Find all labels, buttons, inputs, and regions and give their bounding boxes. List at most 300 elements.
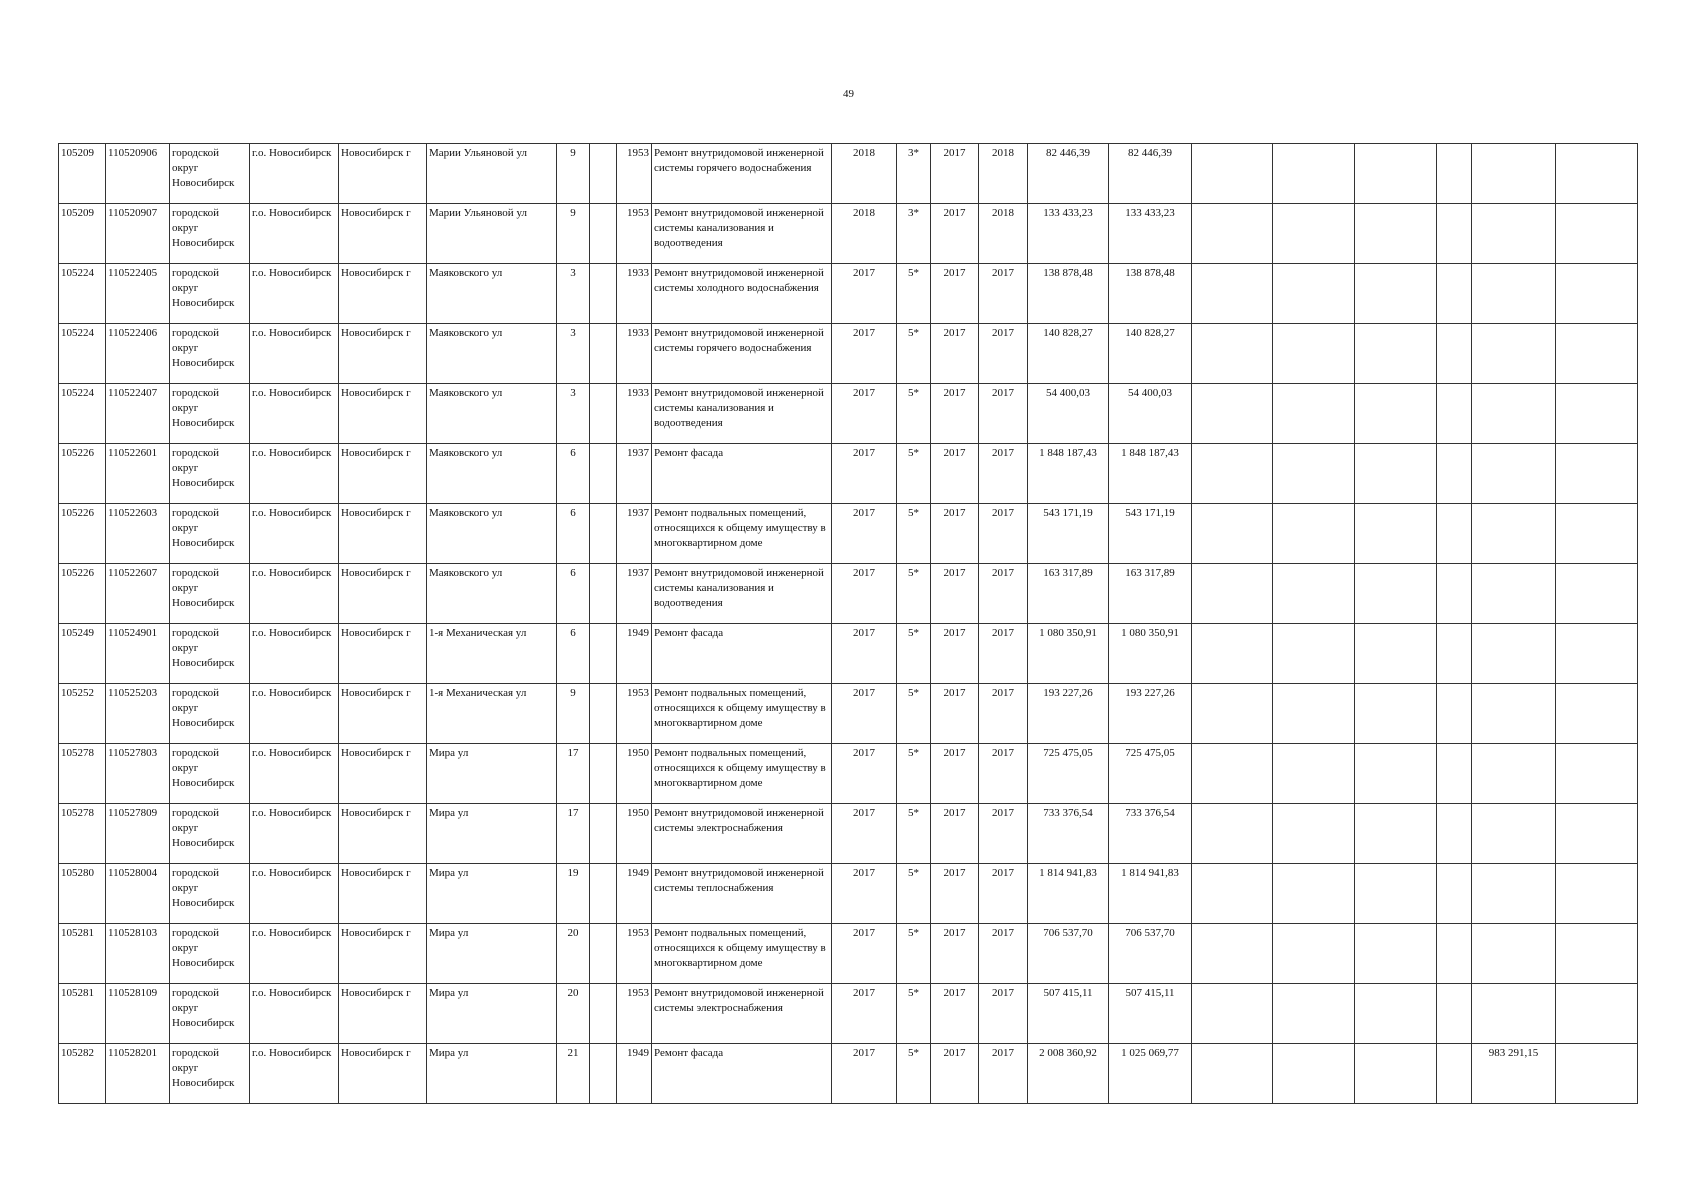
extra-col-1-cell — [1192, 624, 1273, 684]
extra-col-2-cell — [1273, 204, 1355, 264]
fund-cost-cell: 1 814 941,83 — [1109, 864, 1192, 924]
total-cost-cell: 1 814 941,83 — [1028, 864, 1109, 924]
end-year-cell: 2018 — [979, 144, 1028, 204]
extra-col-1-cell — [1192, 564, 1273, 624]
fund-cost-cell: 706 537,70 — [1109, 924, 1192, 984]
extra-col-3-cell — [1355, 924, 1437, 984]
municipal-entity-cell: г.о. Новосибирск — [250, 984, 339, 1044]
extra-col-4-cell — [1437, 444, 1472, 504]
other-funding-cell — [1472, 324, 1556, 384]
building-letter-cell — [590, 504, 617, 564]
building-code-cell: 105281 — [59, 984, 106, 1044]
construction-year-cell: 1949 — [617, 1044, 652, 1104]
construction-year-cell: 1937 — [617, 504, 652, 564]
work-code-cell: 110528201 — [106, 1044, 170, 1104]
extra-col-5-cell — [1556, 924, 1638, 984]
construction-year-cell: 1949 — [617, 624, 652, 684]
fund-cost-cell: 1 848 187,43 — [1109, 444, 1192, 504]
extra-col-3-cell — [1355, 204, 1437, 264]
municipality-cell: городской округ Новосибирск — [170, 204, 250, 264]
settlement-cell: Новосибирск г — [339, 504, 427, 564]
house-number-cell: 6 — [557, 564, 590, 624]
other-funding-cell — [1472, 744, 1556, 804]
extra-col-5-cell — [1556, 744, 1638, 804]
street-cell: Мира ул — [427, 864, 557, 924]
house-number-cell: 17 — [557, 804, 590, 864]
house-number-cell: 3 — [557, 324, 590, 384]
table-row — [59, 804, 1638, 864]
building-letter-cell — [590, 744, 617, 804]
total-cost-cell: 1 080 350,91 — [1028, 624, 1109, 684]
start-year-cell: 2017 — [931, 144, 979, 204]
settlement-cell: Новосибирск г — [339, 744, 427, 804]
start-year-cell: 2017 — [931, 804, 979, 864]
end-year-cell: 2017 — [979, 444, 1028, 504]
extra-col-1-cell — [1192, 984, 1273, 1044]
construction-year-cell: 1953 — [617, 984, 652, 1044]
work-type-cell: Ремонт подвальных помещений, относящихся к общему имуществу в многоквартирном доме — [652, 684, 832, 744]
extra-col-3-cell — [1355, 744, 1437, 804]
table-row — [59, 144, 1638, 204]
settlement-cell: Новосибирск г — [339, 924, 427, 984]
start-year-cell: 2017 — [931, 264, 979, 324]
work-type-cell: Ремонт подвальных помещений, относящихся к общему имуществу в многоквартирном доме — [652, 924, 832, 984]
extra-col-5-cell — [1556, 504, 1638, 564]
street-cell: 1-я Механическая ул — [427, 624, 557, 684]
extra-col-5-cell — [1556, 264, 1638, 324]
work-code-cell: 110522407 — [106, 384, 170, 444]
extra-col-1-cell — [1192, 324, 1273, 384]
extra-col-1-cell — [1192, 924, 1273, 984]
extra-col-2-cell — [1273, 924, 1355, 984]
planned-year-cell: 2017 — [832, 564, 897, 624]
work-type-cell: Ремонт фасада — [652, 624, 832, 684]
extra-col-1-cell — [1192, 204, 1273, 264]
table-row — [59, 324, 1638, 384]
start-year-cell: 2017 — [931, 504, 979, 564]
work-type-cell: Ремонт внутридомовой инженерной системы канализования и водоотведения — [652, 564, 832, 624]
fund-cost-cell: 163 317,89 — [1109, 564, 1192, 624]
work-type-cell: Ремонт фасада — [652, 444, 832, 504]
extra-col-5-cell — [1556, 324, 1638, 384]
priority-cell: 5* — [897, 984, 931, 1044]
priority-cell: 5* — [897, 804, 931, 864]
municipal-entity-cell: г.о. Новосибирск — [250, 264, 339, 324]
table-row — [59, 864, 1638, 924]
total-cost-cell: 193 227,26 — [1028, 684, 1109, 744]
extra-col-1-cell — [1192, 384, 1273, 444]
street-cell: Маяковского ул — [427, 564, 557, 624]
municipal-entity-cell: г.о. Новосибирск — [250, 744, 339, 804]
total-cost-cell: 2 008 360,92 — [1028, 1044, 1109, 1104]
extra-col-3-cell — [1355, 504, 1437, 564]
street-cell: Маяковского ул — [427, 504, 557, 564]
street-cell: Маяковского ул — [427, 324, 557, 384]
start-year-cell: 2017 — [931, 444, 979, 504]
end-year-cell: 2017 — [979, 744, 1028, 804]
settlement-cell: Новосибирск г — [339, 384, 427, 444]
extra-col-1-cell — [1192, 444, 1273, 504]
extra-col-3-cell — [1355, 384, 1437, 444]
end-year-cell: 2017 — [979, 1044, 1028, 1104]
work-code-cell: 110527803 — [106, 744, 170, 804]
priority-cell: 5* — [897, 324, 931, 384]
extra-col-4-cell — [1437, 804, 1472, 864]
extra-col-4-cell — [1437, 204, 1472, 264]
priority-cell: 5* — [897, 684, 931, 744]
municipal-entity-cell: г.о. Новосибирск — [250, 324, 339, 384]
house-number-cell: 21 — [557, 1044, 590, 1104]
total-cost-cell: 82 446,39 — [1028, 144, 1109, 204]
fund-cost-cell: 543 171,19 — [1109, 504, 1192, 564]
extra-col-2-cell — [1273, 564, 1355, 624]
extra-col-5-cell — [1556, 384, 1638, 444]
extra-col-4-cell — [1437, 624, 1472, 684]
building-letter-cell — [590, 924, 617, 984]
total-cost-cell: 1 848 187,43 — [1028, 444, 1109, 504]
fund-cost-cell: 1 080 350,91 — [1109, 624, 1192, 684]
priority-cell: 5* — [897, 264, 931, 324]
start-year-cell: 2017 — [931, 384, 979, 444]
construction-year-cell: 1933 — [617, 384, 652, 444]
other-funding-cell — [1472, 804, 1556, 864]
extra-col-3-cell — [1355, 1044, 1437, 1104]
municipal-entity-cell: г.о. Новосибирск — [250, 564, 339, 624]
planned-year-cell: 2017 — [832, 924, 897, 984]
total-cost-cell: 706 537,70 — [1028, 924, 1109, 984]
priority-cell: 5* — [897, 744, 931, 804]
extra-col-5-cell — [1556, 624, 1638, 684]
house-number-cell: 6 — [557, 624, 590, 684]
work-code-cell: 110522601 — [106, 444, 170, 504]
municipal-entity-cell: г.о. Новосибирск — [250, 204, 339, 264]
municipality-cell: городской округ Новосибирск — [170, 564, 250, 624]
work-type-cell: Ремонт внутридомовой инженерной системы горячего водоснабжения — [652, 324, 832, 384]
street-cell: Мира ул — [427, 744, 557, 804]
extra-col-5-cell — [1556, 1044, 1638, 1104]
planned-year-cell: 2017 — [832, 864, 897, 924]
other-funding-cell — [1472, 564, 1556, 624]
table-row — [59, 744, 1638, 804]
municipality-cell: городской округ Новосибирск — [170, 504, 250, 564]
extra-col-4-cell — [1437, 384, 1472, 444]
planned-year-cell: 2018 — [832, 204, 897, 264]
building-code-cell: 105252 — [59, 684, 106, 744]
fund-cost-cell: 82 446,39 — [1109, 144, 1192, 204]
extra-col-3-cell — [1355, 444, 1437, 504]
end-year-cell: 2017 — [979, 264, 1028, 324]
municipality-cell: городской округ Новосибирск — [170, 144, 250, 204]
construction-year-cell: 1933 — [617, 264, 652, 324]
table-row — [59, 1044, 1638, 1104]
municipality-cell: городской округ Новосибирск — [170, 744, 250, 804]
capital-repair-table — [58, 143, 1638, 1104]
extra-col-4-cell — [1437, 684, 1472, 744]
municipality-cell: городской округ Новосибирск — [170, 264, 250, 324]
extra-col-5-cell — [1556, 144, 1638, 204]
construction-year-cell: 1937 — [617, 564, 652, 624]
work-code-cell: 110528004 — [106, 864, 170, 924]
extra-col-1-cell — [1192, 264, 1273, 324]
other-funding-cell — [1472, 684, 1556, 744]
start-year-cell: 2017 — [931, 564, 979, 624]
end-year-cell: 2017 — [979, 384, 1028, 444]
municipal-entity-cell: г.о. Новосибирск — [250, 504, 339, 564]
fund-cost-cell: 133 433,23 — [1109, 204, 1192, 264]
work-code-cell: 110522607 — [106, 564, 170, 624]
municipality-cell: городской округ Новосибирск — [170, 864, 250, 924]
work-type-cell: Ремонт внутридомовой инженерной системы электроснабжения — [652, 984, 832, 1044]
building-code-cell: 105226 — [59, 564, 106, 624]
fund-cost-cell: 725 475,05 — [1109, 744, 1192, 804]
priority-cell: 5* — [897, 444, 931, 504]
building-code-cell: 105226 — [59, 504, 106, 564]
planned-year-cell: 2017 — [832, 324, 897, 384]
building-letter-cell — [590, 624, 617, 684]
construction-year-cell: 1937 — [617, 444, 652, 504]
extra-col-5-cell — [1556, 444, 1638, 504]
end-year-cell: 2018 — [979, 204, 1028, 264]
extra-col-5-cell — [1556, 204, 1638, 264]
other-funding-cell — [1472, 924, 1556, 984]
extra-col-4-cell — [1437, 864, 1472, 924]
extra-col-5-cell — [1556, 864, 1638, 924]
work-type-cell: Ремонт внутридомовой инженерной системы теплоснабжения — [652, 864, 832, 924]
start-year-cell: 2017 — [931, 924, 979, 984]
building-code-cell: 105278 — [59, 744, 106, 804]
street-cell: Мира ул — [427, 924, 557, 984]
building-code-cell: 105282 — [59, 1044, 106, 1104]
other-funding-cell — [1472, 984, 1556, 1044]
work-code-cell: 110525203 — [106, 684, 170, 744]
municipality-cell: городской округ Новосибирск — [170, 804, 250, 864]
total-cost-cell: 133 433,23 — [1028, 204, 1109, 264]
building-code-cell: 105280 — [59, 864, 106, 924]
fund-cost-cell: 733 376,54 — [1109, 804, 1192, 864]
work-type-cell: Ремонт внутридомовой инженерной системы электроснабжения — [652, 804, 832, 864]
planned-year-cell: 2017 — [832, 504, 897, 564]
extra-col-5-cell — [1556, 804, 1638, 864]
priority-cell: 5* — [897, 564, 931, 624]
building-code-cell: 105209 — [59, 204, 106, 264]
other-funding-cell — [1472, 144, 1556, 204]
settlement-cell: Новосибирск г — [339, 864, 427, 924]
planned-year-cell: 2017 — [832, 624, 897, 684]
other-funding-cell — [1472, 204, 1556, 264]
work-type-cell: Ремонт подвальных помещений, относящихся к общему имуществу в многоквартирном доме — [652, 744, 832, 804]
extra-col-4-cell — [1437, 504, 1472, 564]
house-number-cell: 9 — [557, 684, 590, 744]
municipality-cell: городской округ Новосибирск — [170, 924, 250, 984]
municipality-cell: городской округ Новосибирск — [170, 684, 250, 744]
end-year-cell: 2017 — [979, 324, 1028, 384]
start-year-cell: 2017 — [931, 324, 979, 384]
municipal-entity-cell: г.о. Новосибирск — [250, 1044, 339, 1104]
extra-col-2-cell — [1273, 744, 1355, 804]
extra-col-5-cell — [1556, 684, 1638, 744]
construction-year-cell: 1953 — [617, 924, 652, 984]
building-code-cell: 105209 — [59, 144, 106, 204]
municipal-entity-cell: г.о. Новосибирск — [250, 684, 339, 744]
building-letter-cell — [590, 324, 617, 384]
extra-col-4-cell — [1437, 324, 1472, 384]
start-year-cell: 2017 — [931, 684, 979, 744]
street-cell: Маяковского ул — [427, 384, 557, 444]
start-year-cell: 2017 — [931, 744, 979, 804]
extra-col-3-cell — [1355, 984, 1437, 1044]
settlement-cell: Новосибирск г — [339, 324, 427, 384]
total-cost-cell: 138 878,48 — [1028, 264, 1109, 324]
extra-col-1-cell — [1192, 804, 1273, 864]
extra-col-3-cell — [1355, 804, 1437, 864]
municipality-cell: городской округ Новосибирск — [170, 624, 250, 684]
house-number-cell: 6 — [557, 504, 590, 564]
end-year-cell: 2017 — [979, 504, 1028, 564]
fund-cost-cell: 507 415,11 — [1109, 984, 1192, 1044]
work-code-cell: 110522406 — [106, 324, 170, 384]
end-year-cell: 2017 — [979, 864, 1028, 924]
total-cost-cell: 725 475,05 — [1028, 744, 1109, 804]
table-row — [59, 924, 1638, 984]
other-funding-cell — [1472, 444, 1556, 504]
construction-year-cell: 1953 — [617, 684, 652, 744]
municipal-entity-cell: г.о. Новосибирск — [250, 384, 339, 444]
extra-col-2-cell — [1273, 504, 1355, 564]
street-cell: Мира ул — [427, 984, 557, 1044]
fund-cost-cell: 1 025 069,77 — [1109, 1044, 1192, 1104]
extra-col-5-cell — [1556, 564, 1638, 624]
extra-col-1-cell — [1192, 144, 1273, 204]
table-row — [59, 264, 1638, 324]
extra-col-4-cell — [1437, 144, 1472, 204]
planned-year-cell: 2018 — [832, 144, 897, 204]
extra-col-2-cell — [1273, 264, 1355, 324]
building-letter-cell — [590, 204, 617, 264]
fund-cost-cell: 54 400,03 — [1109, 384, 1192, 444]
work-type-cell: Ремонт внутридомовой инженерной системы горячего водоснабжения — [652, 144, 832, 204]
extra-col-2-cell — [1273, 324, 1355, 384]
planned-year-cell: 2017 — [832, 684, 897, 744]
extra-col-2-cell — [1273, 444, 1355, 504]
end-year-cell: 2017 — [979, 804, 1028, 864]
extra-col-2-cell — [1273, 144, 1355, 204]
municipal-entity-cell: г.о. Новосибирск — [250, 804, 339, 864]
extra-col-4-cell — [1437, 984, 1472, 1044]
building-code-cell: 105224 — [59, 384, 106, 444]
planned-year-cell: 2017 — [832, 384, 897, 444]
municipality-cell: городской округ Новосибирск — [170, 384, 250, 444]
street-cell: Мира ул — [427, 804, 557, 864]
work-type-cell: Ремонт подвальных помещений, относящихся к общему имуществу в многоквартирном доме — [652, 504, 832, 564]
total-cost-cell: 163 317,89 — [1028, 564, 1109, 624]
extra-col-1-cell — [1192, 864, 1273, 924]
extra-col-4-cell — [1437, 924, 1472, 984]
extra-col-4-cell — [1437, 744, 1472, 804]
street-cell: 1-я Механическая ул — [427, 684, 557, 744]
start-year-cell: 2017 — [931, 204, 979, 264]
extra-col-4-cell — [1437, 1044, 1472, 1104]
municipal-entity-cell: г.о. Новосибирск — [250, 444, 339, 504]
settlement-cell: Новосибирск г — [339, 204, 427, 264]
table-row — [59, 444, 1638, 504]
table-row — [59, 624, 1638, 684]
priority-cell: 3* — [897, 204, 931, 264]
settlement-cell: Новосибирск г — [339, 264, 427, 324]
table-row — [59, 684, 1638, 744]
settlement-cell: Новосибирск г — [339, 804, 427, 864]
work-code-cell: 110524901 — [106, 624, 170, 684]
settlement-cell: Новосибирск г — [339, 144, 427, 204]
extra-col-1-cell — [1192, 744, 1273, 804]
work-code-cell: 110522405 — [106, 264, 170, 324]
other-funding-cell — [1472, 864, 1556, 924]
construction-year-cell: 1953 — [617, 204, 652, 264]
priority-cell: 5* — [897, 1044, 931, 1104]
extra-col-3-cell — [1355, 864, 1437, 924]
construction-year-cell: 1950 — [617, 804, 652, 864]
fund-cost-cell: 193 227,26 — [1109, 684, 1192, 744]
settlement-cell: Новосибирск г — [339, 564, 427, 624]
fund-cost-cell: 140 828,27 — [1109, 324, 1192, 384]
work-code-cell: 110527809 — [106, 804, 170, 864]
settlement-cell: Новосибирск г — [339, 684, 427, 744]
building-code-cell: 105226 — [59, 444, 106, 504]
work-type-cell: Ремонт внутридомовой инженерной системы канализования и водоотведения — [652, 204, 832, 264]
priority-cell: 5* — [897, 504, 931, 564]
extra-col-3-cell — [1355, 564, 1437, 624]
priority-cell: 5* — [897, 864, 931, 924]
total-cost-cell: 543 171,19 — [1028, 504, 1109, 564]
other-funding-cell — [1472, 504, 1556, 564]
house-number-cell: 20 — [557, 924, 590, 984]
construction-year-cell: 1953 — [617, 144, 652, 204]
other-funding-cell — [1472, 264, 1556, 324]
extra-col-2-cell — [1273, 1044, 1355, 1104]
start-year-cell: 2017 — [931, 624, 979, 684]
extra-col-2-cell — [1273, 984, 1355, 1044]
extra-col-3-cell — [1355, 324, 1437, 384]
house-number-cell: 9 — [557, 204, 590, 264]
extra-col-2-cell — [1273, 684, 1355, 744]
building-letter-cell — [590, 264, 617, 324]
table-row — [59, 384, 1638, 444]
settlement-cell: Новосибирск г — [339, 444, 427, 504]
municipality-cell: городской округ Новосибирск — [170, 324, 250, 384]
street-cell: Марии Ульяновой ул — [427, 204, 557, 264]
work-code-cell: 110520907 — [106, 204, 170, 264]
construction-year-cell: 1933 — [617, 324, 652, 384]
extra-col-5-cell — [1556, 984, 1638, 1044]
extra-col-2-cell — [1273, 864, 1355, 924]
planned-year-cell: 2017 — [832, 804, 897, 864]
extra-col-1-cell — [1192, 684, 1273, 744]
house-number-cell: 3 — [557, 384, 590, 444]
municipal-entity-cell: г.о. Новосибирск — [250, 144, 339, 204]
extra-col-4-cell — [1437, 564, 1472, 624]
building-code-cell: 105224 — [59, 264, 106, 324]
building-code-cell: 105278 — [59, 804, 106, 864]
work-code-cell: 110522603 — [106, 504, 170, 564]
planned-year-cell: 2017 — [832, 264, 897, 324]
municipal-entity-cell: г.о. Новосибирск — [250, 624, 339, 684]
street-cell: Маяковского ул — [427, 264, 557, 324]
building-letter-cell — [590, 864, 617, 924]
planned-year-cell: 2017 — [832, 1044, 897, 1104]
end-year-cell: 2017 — [979, 684, 1028, 744]
house-number-cell: 9 — [557, 144, 590, 204]
municipal-entity-cell: г.о. Новосибирск — [250, 924, 339, 984]
other-funding-cell — [1472, 384, 1556, 444]
